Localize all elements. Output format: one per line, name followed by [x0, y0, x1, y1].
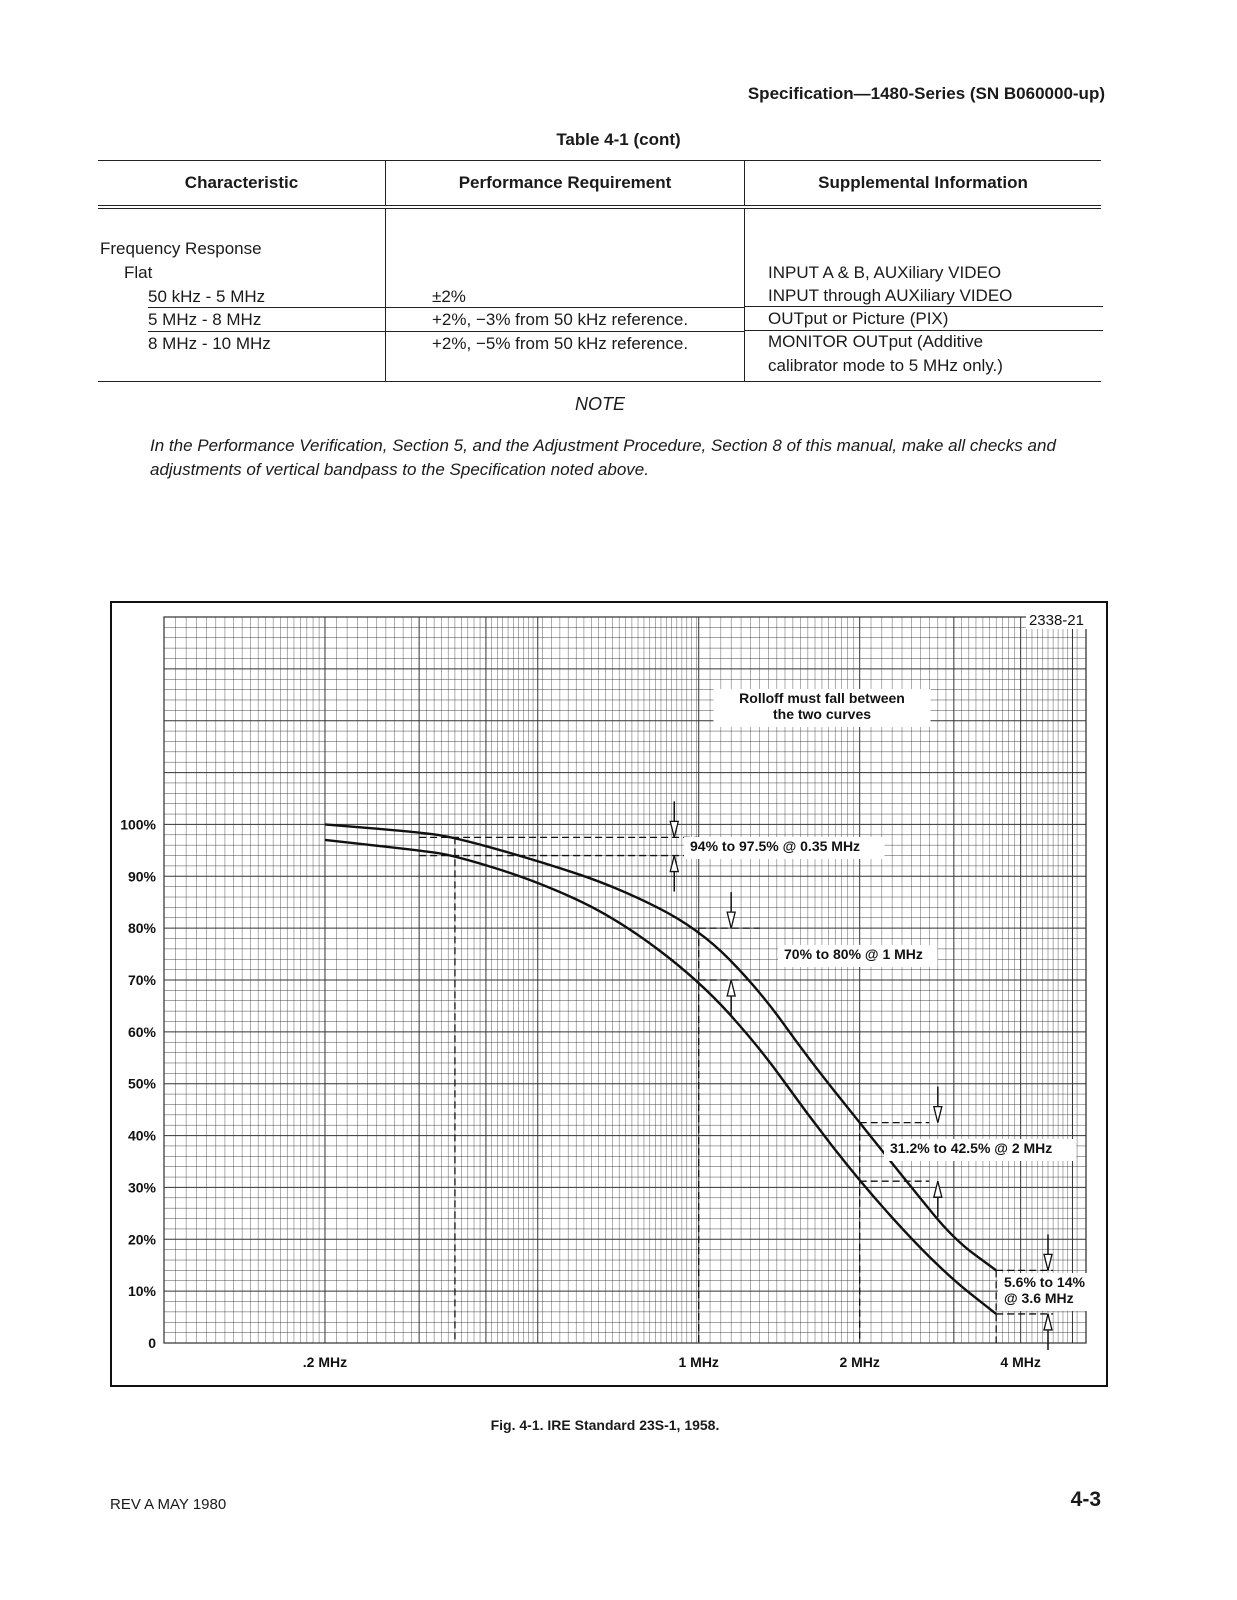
figure-caption: Fig. 4-1. IRE Standard 23S-1, 1958. [490, 1417, 720, 1433]
x-tick-label-0: .2 MHz [302, 1354, 348, 1370]
page-number: 4-3 [1070, 1488, 1101, 1511]
supp-line-3: OUTput or Picture (PIX) [768, 309, 949, 328]
perf-row-2: +2%, −3% from 50 kHz reference. [432, 310, 689, 329]
char-row-2: 5 MHz - 8 MHz [148, 310, 262, 329]
y-tick-label-1: 10% [127, 1283, 156, 1300]
x-tick-label-3: 4 MHz [1000, 1354, 1041, 1370]
rolloff-note-line-1: Rolloff must fall between [739, 690, 905, 706]
annotation-2mhz: 31.2% to 42.5% @ 2 MHz [890, 1140, 1053, 1156]
y-tick-label-7: 70% [127, 972, 156, 988]
y-tick-label-6: 60% [127, 1023, 156, 1040]
y-tick-label-10: 100% [120, 816, 156, 833]
note-title: NOTE [574, 394, 625, 414]
supp-line-1: INPUT A & B, AUXiliary VIDEO [768, 263, 1002, 282]
supplemental-cell [745, 209, 1101, 382]
note-body: In the Performance Verification, Section 5, and the Adjustment Procedure, Section 8 of this manual, make all checks and adjustments of vertical bandpass to the Specification noted above. [150, 436, 1056, 479]
running-header: Specification—1480-Series (SN B060000-up) [747, 84, 1105, 103]
col-characteristic: Characteristic [98, 161, 386, 208]
perf-row-3: +2%, −5% from 50 kHz reference. [432, 334, 689, 353]
characteristic-cell [98, 209, 385, 382]
col-supplemental: Supplemental Information [745, 161, 1102, 208]
perf-row-1: ±2% [432, 287, 466, 306]
rolloff-note-line-2: the two curves [772, 706, 872, 722]
figure-id-label: 2338-21 [1028, 612, 1084, 629]
annotation-1mhz: 70% to 80% @ 1 MHz [784, 946, 923, 962]
x-tick-label-1: 1 MHz [678, 1354, 719, 1370]
col-performance: Performance Requirement [386, 161, 745, 208]
annotation-36mhz-line-1: 5.6% to 14% [1004, 1274, 1085, 1290]
char-row-3: 8 MHz - 10 MHz [148, 334, 271, 353]
annotation-035mhz: 94% to 97.5% @ 0.35 MHz [690, 838, 861, 854]
performance-cell [386, 209, 744, 382]
revision-note: REV A MAY 1980 [110, 1496, 227, 1513]
supp-line-2: INPUT through AUXiliary VIDEO [768, 286, 1013, 305]
table-title: Table 4-1 (cont) [556, 130, 681, 149]
spec-table [98, 160, 1101, 382]
supp-line-4: MONITOR OUTput (Additive [768, 332, 984, 351]
y-tick-label-4: 40% [127, 1127, 156, 1144]
char-row-1: 50 kHz - 5 MHz [148, 287, 266, 306]
y-tick-label-0: 0 [148, 1335, 156, 1351]
rolloff-chart [112, 603, 1106, 1385]
y-tick-label-8: 80% [127, 920, 156, 937]
y-tick-label-2: 20% [127, 1231, 156, 1248]
annotation-36mhz-line-2: @ 3.6 MHz [1004, 1290, 1074, 1306]
y-tick-label-5: 50% [127, 1075, 156, 1092]
supp-line-5: calibrator mode to 5 MHz only.) [768, 356, 1003, 375]
group-label: Frequency Response [100, 239, 262, 258]
y-tick-label-9: 90% [127, 868, 156, 885]
sub-label: Flat [124, 263, 153, 282]
y-tick-label-3: 30% [127, 1179, 156, 1196]
x-tick-label-2: 2 MHz [839, 1354, 880, 1370]
chart-frame [110, 601, 1108, 1387]
